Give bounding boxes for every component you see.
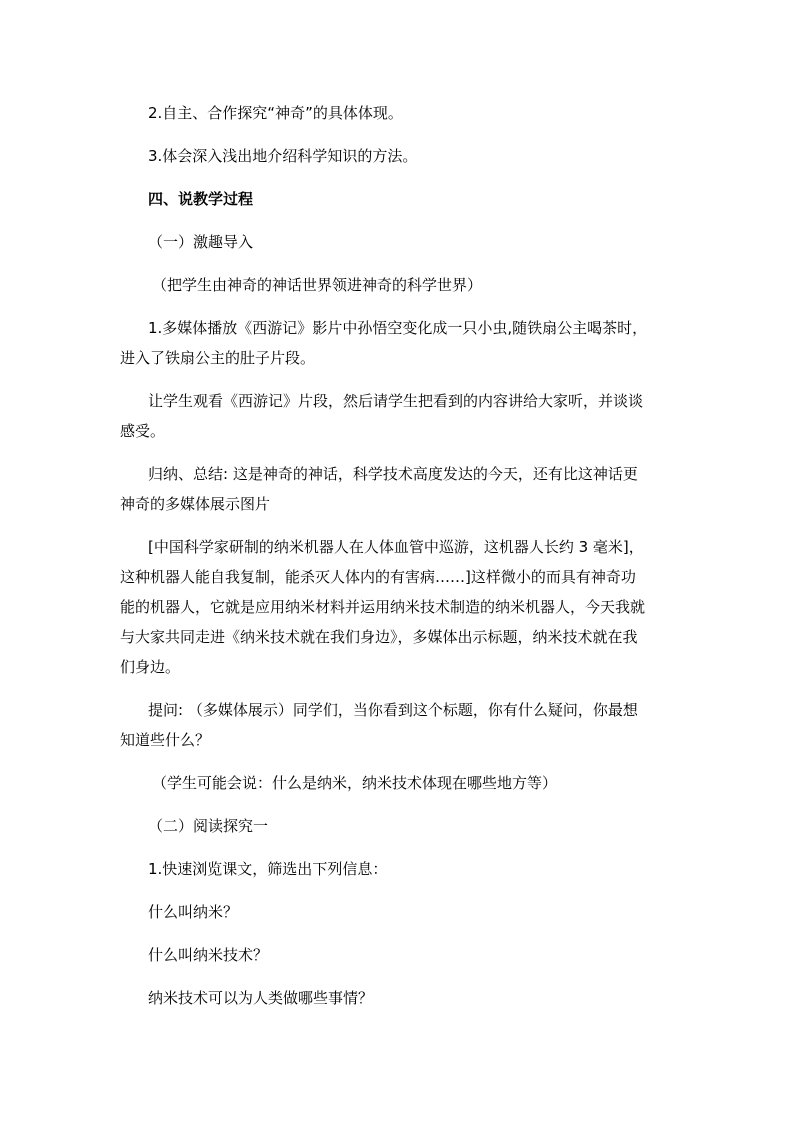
subheading-intro: （一）激趣导入 [148,233,254,251]
paragraph-summary-line-1: 归纳、总结: 这是神奇的神话，科学技术高度发达的今天，还有比这神话更 [148,465,638,483]
subheading-reading-inquiry-1: （二）阅读探究一 [148,817,269,835]
section-heading-teaching-process: 四、说教学过程 [148,190,254,208]
paragraph-watch-line-2: 感受。 [120,422,166,440]
paragraph-summary-line-2: 神奇的多媒体展示图片 [120,495,271,513]
paragraph-student-response: （学生可能会说：什么是纳米，纳米技术体现在哪些地方等） [152,774,558,792]
paragraph-robot-line-2: 这种机器人能自我复制，能杀灭人体内的有害病……]这样微小的而具有神奇功 [120,568,636,586]
question-nanotech-uses: 纳米技术可以为人类做哪些事情？ [148,989,374,1007]
paragraph-robot-line-5: 们身边。 [120,658,181,676]
question-what-is-nanometer: 什么叫纳米？ [148,903,239,921]
paragraph-robot-line-4: 与大家共同走进《纳米技术就在我们身边》，多媒体出示标题，纳米技术就在我 [120,628,638,646]
paragraph-objective-2: 2.自主、合作探究“神奇”的具体体现。 [148,104,403,122]
paragraph-browse-text: 1.快速浏览课文，筛选出下列信息： [148,860,388,878]
paragraph-robot-line-3: 能的机器人，它就是应用纳米材料并运用纳米技术制造的纳米机器人，今天我就 [120,598,646,616]
paragraph-question-line-2: 知道些什么？ [120,731,211,749]
paragraph-intro-note: （把学生由神奇的神话世界领进神奇的科学世界） [152,276,483,294]
paragraph-watch-line-1: 让学生观看《西游记》片段，然后请学生把看到的内容讲给大家听，并谈谈 [148,392,644,410]
paragraph-question-line-1: 提问: （多媒体展示）同学们，当你看到这个标题，你有什么疑问，你最想 [148,701,638,719]
paragraph-media-play-line-1: 1.多媒体播放《西游记》影片中孙悟空变化成一只小虫,随铁扇公主喝茶时， [148,319,648,337]
paragraph-objective-3: 3.体会深入浅出地介绍科学知识的方法。 [148,147,418,165]
question-what-is-nanotechnology: 什么叫纳米技术？ [148,946,269,964]
paragraph-robot-line-1: [中国科学家研制的纳米机器人在人体血管中巡游，这机器人长约 3 毫米]， [148,538,644,556]
paragraph-media-play-line-2: 进入了铁扇公主的肚子片段。 [120,349,316,367]
